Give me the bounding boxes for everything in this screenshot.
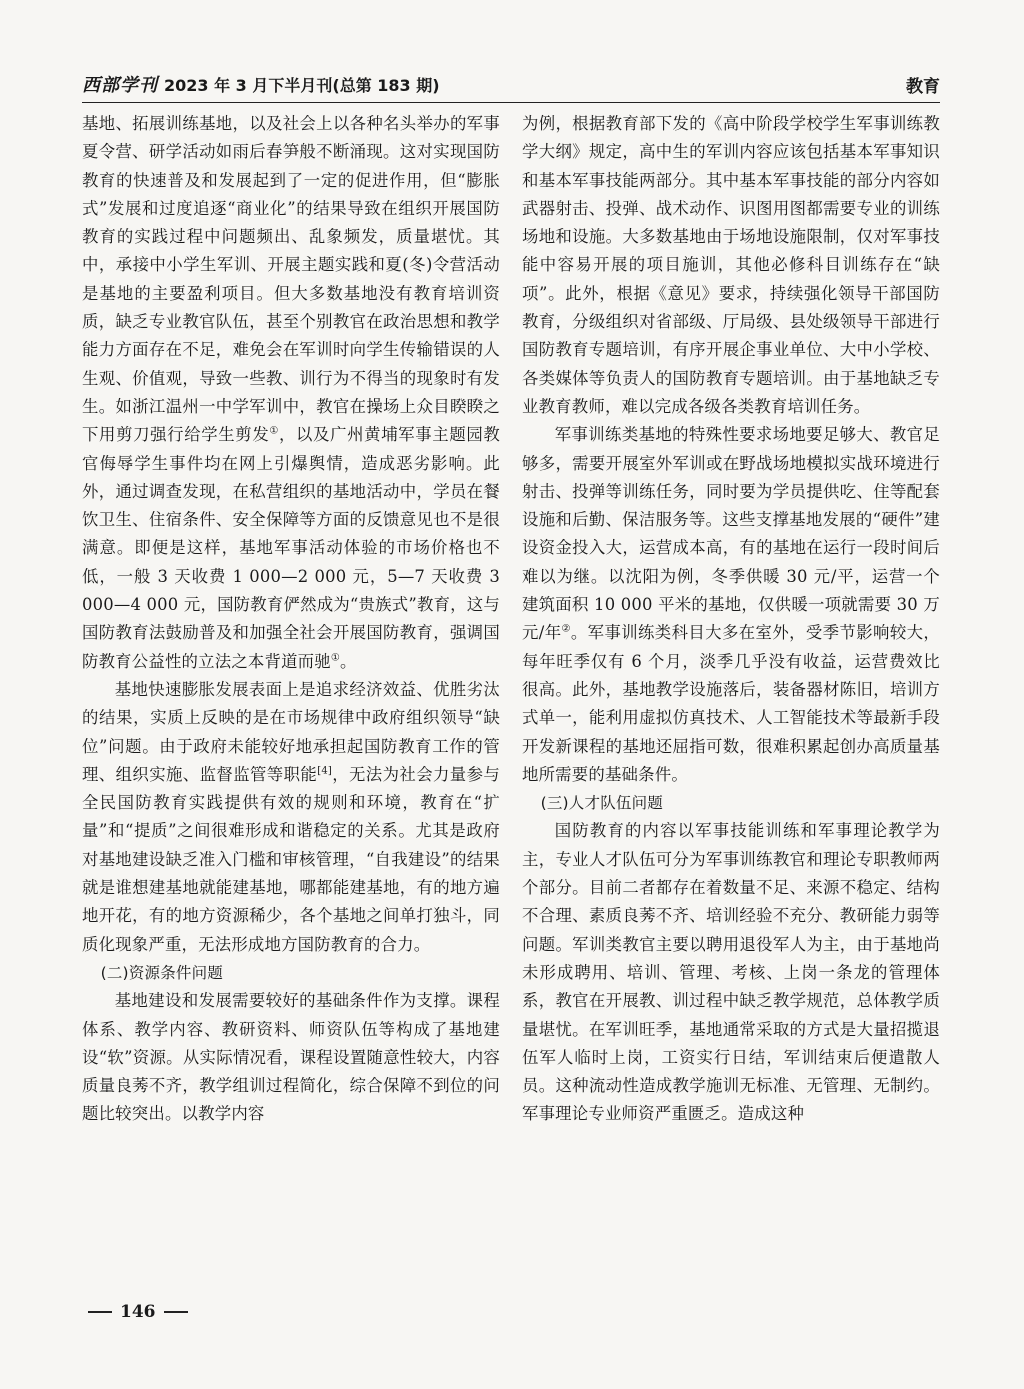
paragraph: 国防教育的内容以军事技能训练和军事理论教学为主，专业人才队伍可分为军事训练教官和理论专职教师两个部分。目前二者都存在着数量不足、来源不稳定、结构不合理、素质良莠不齐、培训经验不充分、教研能力弱等问题。军训类教官主要以聘用退役军人为主，由于基地尚未形成聘用、培训、管理、考核、上岗一条龙的管理体系，教官在开展教、训过程中缺乏教学规范，总体教学质量堪忧。在军训旺季，基地通常采取的方式是大量招揽退伍军人临时上岗，工资实行日结，军训结束后便遣散人员。这种流动性造成教学施训无标准、无管理、无制约。军事理论专业师资严重匮乏。造成这种	[522, 821, 940, 1124]
right-column	[522, 110, 940, 1129]
paragraph-text: 。军事训练类科目大多在室外，受季节影响较大，每年旺季仅有 6 个月，淡季几乎没有收益，运营费效比很高。此外，基地教学设施落后，装备器材陈旧，培训方式单一，能利用虚拟仿真技术、人工智能技术等最新手段开发新课程的基地还屈指可数，很难积累起创办高质量基地所需要的基础条件。	[522, 623, 941, 784]
paragraph	[82, 676, 500, 959]
page-number: 146	[120, 1302, 156, 1322]
footer-dash-right	[164, 1311, 188, 1313]
paragraph-text: 基地快速膨胀发展表面上是追求经济效益、优胜劣汰的结果，实质上反映的是在市场规律中政府组织领导“缺位”问题。由于政府未能较好地承担起国防教育工作的管理、组织实施、监督监管等职能	[82, 679, 500, 784]
footnote-marker: ②	[561, 623, 571, 635]
running-header	[82, 70, 940, 103]
issue-info: 2023 年 3 月下半月刊(总第 183 期)	[164, 76, 440, 95]
journal-logo: 西部学刊	[82, 75, 158, 96]
citation-marker: [4]	[317, 765, 332, 777]
paragraph-text: ，以及广州黄埔军事主题园教官侮辱学生事件均在网上引爆舆情，造成恶劣影响。此外，通过调查发现，在私营组织的基地活动中，学员在餐饮卫生、住宿条件、安全保障等方面的反馈意见也不是很满意。即便是这样，基地军事活动体验的市场价格也不低，一般 3 天收费 1 000—2 000 元，5—7 天收费 3 000—4 000 元，国防教育俨然成为“贵族式”教育，这与国防教育法鼓励普及和加强全社会开展国防教育，强调国防教育公益性的立法之本背道而驰	[82, 425, 500, 671]
section-name: 教育	[906, 77, 940, 97]
footnote-marker: ①	[269, 425, 279, 437]
paragraph	[82, 110, 500, 676]
footnote-marker: ①	[330, 652, 341, 664]
paragraph-text: 基地、拓展训练基地，以及社会上以各种名头举办的军事夏令营、研学活动如雨后春笋般不断涌现。这对实现国防教育的快速普及和发展起到了一定的促进作用，但“膨胀式”发展和过度追逐“商业化”的结果导致在组织开展国防教育的实践过程中问题频出、乱象频发，质量堪忧。其中，承接中小学生军训、开展主题实践和夏(冬)令营活动是基地的主要盈利项目。但大多数基地没有教育培训资质，缺乏专业教官队伍，甚至个别教官在政治思想和教学能力方面存在不足，难免会在军训时向学生传输错误的人生观、价值观，导致一些教、训行为不得当的现象时有发生。如浙江温州一中学军训中，教官在操场上众目睽睽之下用剪刀强行给学生剪发	[82, 114, 500, 445]
header-left	[82, 71, 440, 102]
paragraph: 为例，根据教育部下发的《高中阶段学校学生军事训练教学大纲》规定，高中生的军训内容应该包括基本军事知识和基本军事技能两部分。其中基本军事技能的部分内容如武器射击、投弹、战术动作、识图用图都需要专业的训练场地和设施。大多数基地由于场地设施限制，仅对军事技能中容易开展的项目施训，其他必修科目训练存在“缺项”。此外，根据《意见》要求，持续强化领导干部国防教育，分级组织对省部级、厅局级、县处级领导干部进行国防教育专题培训，有序开展企事业单位、大中小学校、各类媒体等负责人的国防教育专题培训。由于基地缺乏专业教育教师，难以完成各级各类教育培训任务。	[522, 114, 940, 416]
left-column	[82, 110, 500, 1129]
paragraph-text: 。	[340, 651, 357, 671]
paragraph: 基地建设和发展需要较好的基础条件作为支撑。课程体系、教学内容、教研资料、师资队伍等构成了基地建设“软”资源。从实际情况看，课程设置随意性较大，内容质量良莠不齐，教学组训过程简化，综合保障不到位的问题比较突出。以教学内容	[82, 991, 500, 1124]
section-subheading: (三)人才队伍问题	[540, 794, 663, 813]
page-footer	[88, 1302, 188, 1322]
paragraph	[522, 421, 940, 789]
paragraph-text: 军事训练类基地的特殊性要求场地要足够大、教官足够多，需要开展室外军训或在野战场地模拟实战环境进行射击、投弹等训练任务，同时要为学员提供吃、住等配套设施和后勤、保洁服务等。这些支撑基地发展的“硬件”建设资金投入大，运营成本高，有的基地在运行一段时间后难以为继。以沈阳为例，冬季供暖 30 元/平，运营一个建筑面积 10 000 平米的基地，仅供暖一项就需要 30 万元/年	[522, 425, 940, 643]
section-subheading: (二)资源条件问题	[100, 963, 223, 982]
paragraph-text: ，无法为社会力量参与全民国防教育实践提供有效的规则和环境，教育在“扩量”和“提质”之间很难形成和谐稳定的关系。尤其是政府对基地建设缺乏准入门槛和审核管理，“自我建设”的结果就是谁想建基地就能建基地，哪都能建基地，有的地方遍地开花，有的地方资源稀少，各个基地之间单打独斗，同质化现象严重，无法形成地方国防教育的合力。	[82, 764, 500, 954]
footer-dash-left	[88, 1311, 112, 1313]
